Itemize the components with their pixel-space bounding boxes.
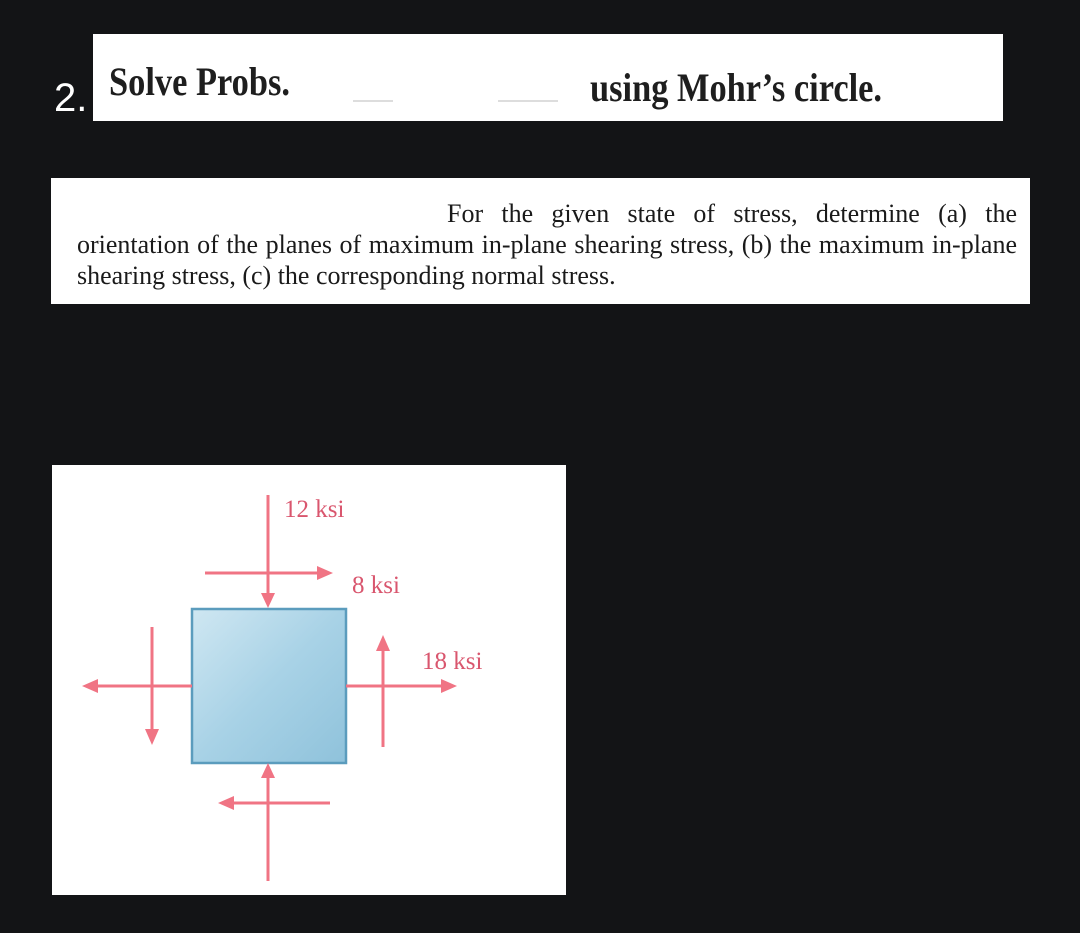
instruction-banner [93, 34, 1003, 121]
top-shear-arrowhead [317, 566, 333, 580]
problem-text-rest: orientation of the planes of maximum in-plane shearing stress, (b) the maximum in-plane shearing stress, (c) the corresponding normal stress. [77, 230, 1017, 290]
label-8ksi: 8 ksi [352, 572, 400, 599]
problem-text-line1: For the given state of stress, determine (a) the [447, 199, 1017, 228]
redaction-smudge [353, 100, 393, 102]
label-18ksi: 18 ksi [422, 648, 483, 675]
problem-number: 2. [54, 76, 88, 120]
left-normal-arrowhead [82, 679, 98, 693]
stress-element-diagram [52, 465, 566, 895]
stress-element-figure [52, 465, 566, 895]
left-shear-arrowhead [145, 729, 159, 745]
problem-statement [51, 178, 1030, 304]
bottom-shear-arrowhead [218, 796, 234, 810]
instruction-right-text: using Mohr’s circle. [590, 65, 883, 110]
right-normal-arrowhead [441, 679, 457, 693]
bottom-normal-arrowhead [261, 763, 275, 778]
right-shear-arrowhead [376, 635, 390, 651]
problem-text [77, 198, 1017, 291]
top-normal-arrowhead [261, 593, 275, 608]
redaction-smudge [498, 100, 558, 102]
stress-element-square [192, 609, 346, 763]
instruction-left-text: Solve Probs. [109, 59, 290, 104]
label-12ksi: 12 ksi [284, 496, 345, 523]
